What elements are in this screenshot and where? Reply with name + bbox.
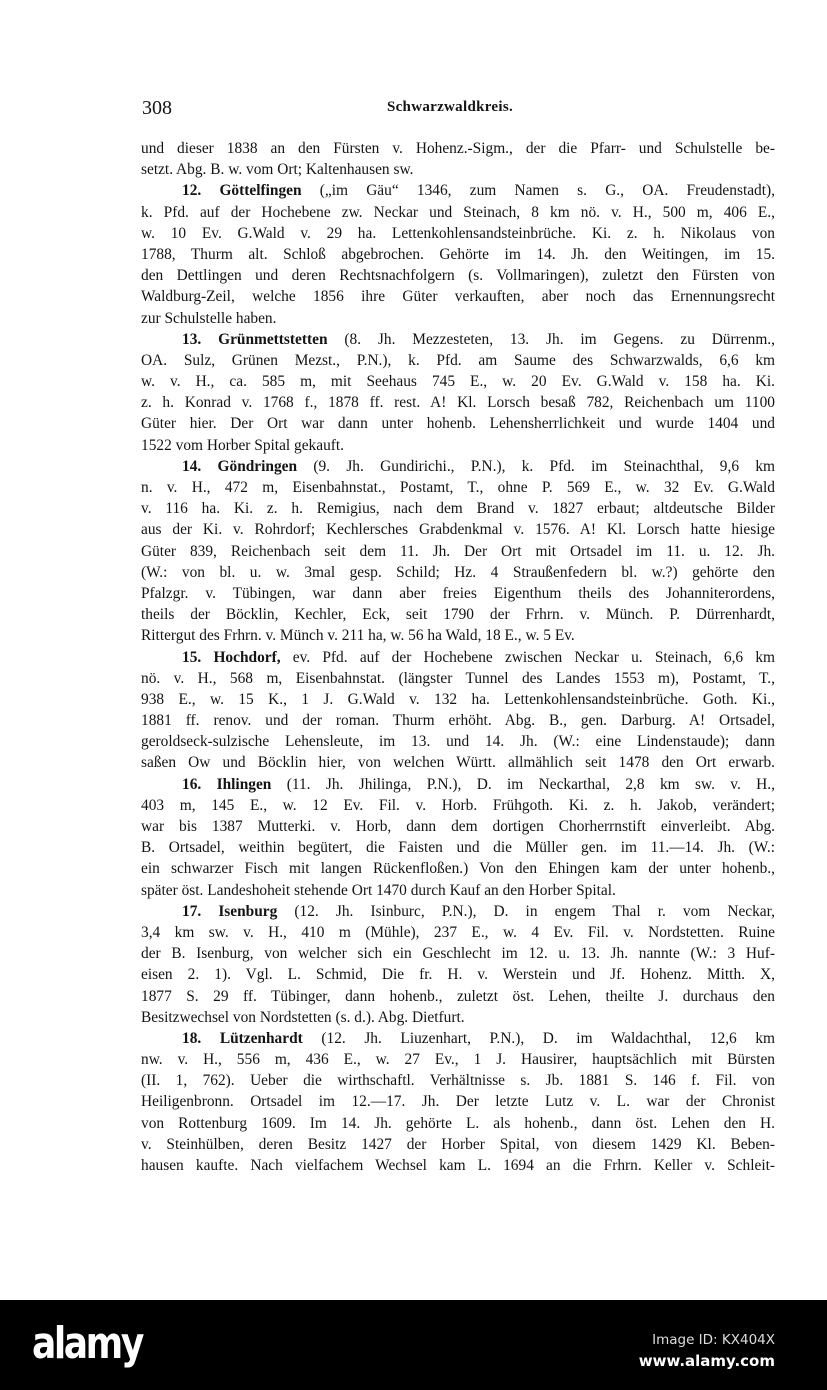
line-text: eisen 2. 1). Vgl. L. Schmid, Die fr. H. v. Werstein und Jf. Hohenz. Mitth. X, xyxy=(141,966,775,984)
running-title: Schwarzwaldkreis. xyxy=(386,99,514,115)
text-line xyxy=(141,1113,775,1134)
line-text: nö. v. H., 568 m, Eisenbahnstat. (längster Tunnel des Landes 1553 m), Postamt, T., xyxy=(141,669,775,687)
text-line xyxy=(141,880,775,901)
line-text: ev. Pfd. auf der Hochebene zwischen Neckar u. Steinach, 6,6 km xyxy=(280,648,776,666)
line-text: 3,4 km sw. v. H., 410 m (Mühle), 237 E., w. 4 Ev. Fil. v. Nordstetten. Ruine xyxy=(141,923,775,941)
watermark-bar xyxy=(0,1300,827,1390)
line-text: (11. Jh. Jhilinga, P.N.), D. im Neckarthal, 2,8 km sw. v. H., xyxy=(271,775,775,793)
line-text: und dieser 1838 an den Fürsten v. Hohenz.-Sigm., der die Pfarr- und Schulstelle be- xyxy=(141,140,775,157)
entry-heading-line xyxy=(141,901,775,922)
text-line xyxy=(141,986,775,1007)
line-text: später öst. Landeshoheit stehende Ort 1470 durch Kauf an den Horber Spital. xyxy=(141,881,616,899)
entry-heading-line xyxy=(141,329,775,350)
line-text: nw. v. H., 556 m, 436 E., w. 27 Ev., 1 J. Hausirer, hauptsächlich mit Bürsten xyxy=(141,1051,775,1069)
image-id-label: Image ID: KX404X xyxy=(652,1332,775,1348)
body-text xyxy=(141,138,775,1176)
text-line xyxy=(141,286,775,307)
line-text: Güter 839, Reichenbach seit dem 11. Jh. Der Ort mit Ortsadel im 11. u. 12. Jh. xyxy=(141,542,775,560)
line-text: v. 116 ha. Ki. z. h. Remigius, nach dem Brand v. 1827 erbaut; altdeutsche Bilder xyxy=(141,500,775,518)
entry-title: 15. Hochdorf, xyxy=(182,648,281,666)
text-line xyxy=(141,795,775,816)
line-text: hausen kaufte. Nach vielfachem Wechsel kam L. 1694 an die Frhrn. Keller v. Schleit- xyxy=(141,1157,775,1174)
text-line xyxy=(141,858,775,879)
text-line xyxy=(141,604,775,625)
line-text: 938 E., w. 15 K., 1 J. G.Wald v. 132 ha. Lettenkohlensandsteinbrüche. Goth. Ki., xyxy=(141,690,775,708)
text-line xyxy=(141,498,775,519)
line-text: war bis 1387 Mutterki. v. Horb, dann dem dortigen Chorherrnstift einverleibt. Abg. xyxy=(141,818,775,835)
line-text: 1788, Thurm alt. Schloß abgebrochen. Gehörte im 14. Jh. den Weitingen, im 15. xyxy=(141,245,775,263)
line-text: k. Pfd. auf der Hochebene zw. Neckar und Steinach, 8 km nö. v. H., 500 m, 406 E., xyxy=(141,203,775,221)
text-line xyxy=(141,1134,775,1155)
entry-heading-line xyxy=(141,456,775,477)
text-line xyxy=(141,1070,775,1091)
text-line xyxy=(141,1007,775,1028)
line-text: Rittergut des Frhrn. v. Münch v. 211 ha, w. 56 ha Wald, 18 E., w. 5 Ev. xyxy=(141,627,575,645)
text-line xyxy=(141,477,775,498)
line-text: w. 10 Ev. G.Wald v. 29 ha. Lettenkohlensandsteinbrüche. Ki. z. h. Nikolaus von xyxy=(141,224,775,242)
line-text: (12. Jh. Liuzenhart, P.N.), D. im Waldachthal, 12,6 km xyxy=(302,1029,776,1047)
line-text: 1877 S. 29 ff. Tübinger, dann hohenb., zuletzt öst. Lehen, theilte J. durchaus den xyxy=(141,987,775,1005)
line-text: Pfalzgr. v. Tübingen, war dann aber freies Eigenthum theils des Johanniterordens, xyxy=(141,584,775,602)
text-line xyxy=(141,943,775,964)
text-line xyxy=(141,668,775,689)
line-text: (12. Jh. Isinburc, P.N.), D. in engem Thal r. vom Neckar, xyxy=(277,902,775,920)
text-line xyxy=(141,541,775,562)
line-text: geroldseck-sulzische Lehensleute, im 13. und 14. Jh. (W.: eine Lindenstaude); dann xyxy=(141,733,775,751)
line-text: 1881 ff. renov. und der roman. Thurm erhöht. Abg. B., gen. Darburg. A! Ortsadel, xyxy=(141,712,775,730)
website-label: www.alamy.com xyxy=(638,1352,775,1370)
line-text: w. v. H., ca. 585 m, mit Seehaus 745 E., w. 20 Ev. G.Wald v. 158 ha. Ki. xyxy=(141,373,775,391)
text-line xyxy=(141,816,775,837)
line-text: Güter hier. Der Ort war dann unter hohenb. Lehensherrlichkeit und wurde 1404 und xyxy=(141,415,775,433)
entry-title: 17. Isenburg xyxy=(182,902,278,920)
page-number: 308 xyxy=(142,97,172,119)
text-line xyxy=(141,244,775,265)
line-text: den Dettlingen und deren Rechtsnachfolgern (s. Vollmaringen), zuletzt den Fürsten von xyxy=(141,267,775,285)
text-line xyxy=(141,265,775,286)
text-line xyxy=(141,731,775,752)
line-text: aus der Ki. v. Rohrdorf; Kechlersches Grabdenkmal v. 1576. A! Kl. Lorsch hatte hiesige xyxy=(141,521,775,539)
line-text: setzt. Abg. B. w. vom Ort; Kaltenhausen sw. xyxy=(141,161,414,179)
entry-heading-line xyxy=(141,1028,775,1049)
line-text: (8. Jh. Mezzesteten, 13. Jh. im Gegens. zu Dürrenm., xyxy=(327,330,776,348)
text-line xyxy=(141,435,775,456)
text-line xyxy=(141,308,775,329)
line-text: theils der Böcklin, Kechler, Eck, seit 1790 der Frhrn. v. Münch. P. Dürrenhardt, xyxy=(141,606,775,624)
line-text: 403 m, 145 E., w. 12 Ev. Fil. v. Horb. Frühgoth. Ki. z. h. Jakob, verändert; xyxy=(141,796,775,814)
entry-heading-line xyxy=(141,180,775,201)
text-line xyxy=(141,689,775,710)
line-text: ein schwarzer Fisch mit langen Rückenfloßen.) Von den Ehingen kam der unter hohenb., xyxy=(141,860,775,878)
line-text: OA. Sulz, Grünen Mezst., P.N.), k. Pfd. am Saume des Schwarzwalds, 6,6 km xyxy=(141,351,775,369)
text-line xyxy=(141,1155,775,1176)
line-text: z. h. Konrad v. 1768 f., 1878 ff. rest. A! Kl. Lorsch besaß 782, Reichenbach um 1100 xyxy=(141,394,775,412)
text-line xyxy=(141,752,775,773)
line-text: („im Gäu“ 1346, zum Namen s. G., OA. Freudenstadt), xyxy=(301,182,775,200)
text-line xyxy=(141,392,775,413)
text-line xyxy=(141,583,775,604)
line-text: Heiligenbronn. Ortsadel im 12.—17. Jh. Der letzte Lutz v. L. war der Chronist xyxy=(141,1093,775,1111)
entry-title: 13. Grünmettstetten xyxy=(182,330,328,348)
line-text: 1522 vom Horber Spital gekauft. xyxy=(141,436,345,454)
line-text: B. Ortsadel, weithin begütert, die Faisten und die Müller gen. im 11.—14. Jh. (W.: xyxy=(141,839,775,857)
text-line xyxy=(141,1091,775,1112)
text-line xyxy=(141,159,775,180)
line-text: Waldburg-Zeil, welche 1856 ihre Güter verkauften, aber noch das Ernennungsrecht xyxy=(141,288,775,306)
line-text: von Rottenburg 1609. Im 14. Jh. gehörte L. als hohenb., dann öst. Lehen den H. xyxy=(141,1114,775,1132)
text-line xyxy=(141,350,775,371)
entry-title: 12. Göttelfingen xyxy=(182,182,302,200)
text-line xyxy=(141,964,775,985)
text-line xyxy=(141,625,775,646)
line-text: Besitzwechsel von Nordstetten (s. d.). Abg. Dietfurt. xyxy=(141,1008,465,1026)
line-text: v. Steinhülben, deren Besitz 1427 der Horber Spital, von diesem 1429 Kl. Beben- xyxy=(141,1135,775,1153)
line-text: (II. 1, 762). Ueber die wirthschaftl. Verhältnisse s. Jb. 1881 S. 146 f. Fil. von xyxy=(141,1072,775,1090)
text-line xyxy=(141,1049,775,1070)
text-line xyxy=(141,138,775,159)
text-line xyxy=(141,202,775,223)
text-line xyxy=(141,837,775,858)
alamy-logo: alamy xyxy=(32,1318,142,1369)
text-line xyxy=(141,519,775,540)
entry-title: 14. Göndringen xyxy=(182,457,298,475)
line-text: (W.: von bl. u. w. 3mal gesp. Schild; Hz. 4 Straußenfedern bl. w.?) gehörte den xyxy=(141,563,775,581)
line-text: n. v. H., 472 m, Eisenbahnstat., Postamt, T., ohne P. 569 E., w. 32 Ev. G.Wald xyxy=(141,479,775,496)
text-line xyxy=(141,922,775,943)
text-line xyxy=(141,710,775,731)
text-line xyxy=(141,413,775,434)
entry-heading-line xyxy=(141,774,775,795)
entry-title: 16. Ihlingen xyxy=(182,775,272,793)
text-line xyxy=(141,223,775,244)
text-line xyxy=(141,371,775,392)
text-line xyxy=(141,562,775,583)
line-text: der B. Isenburg, von welcher sich ein Geschlecht im 12. u. 13. Jh. nannte (W.: 3 Huf- xyxy=(141,945,775,963)
line-text: (9. Jh. Gundirichi., P.N.), k. Pfd. im Steinachthal, 9,6 km xyxy=(297,457,775,475)
entry-heading-line xyxy=(141,647,775,668)
line-text: zur Schulstelle haben. xyxy=(141,309,277,327)
entry-title: 18. Lützenhardt xyxy=(182,1029,303,1047)
line-text: saßen Ow und Böcklin hier, von welchen Württ. allmählich seit 1478 den Ort erwarb. xyxy=(141,754,775,772)
